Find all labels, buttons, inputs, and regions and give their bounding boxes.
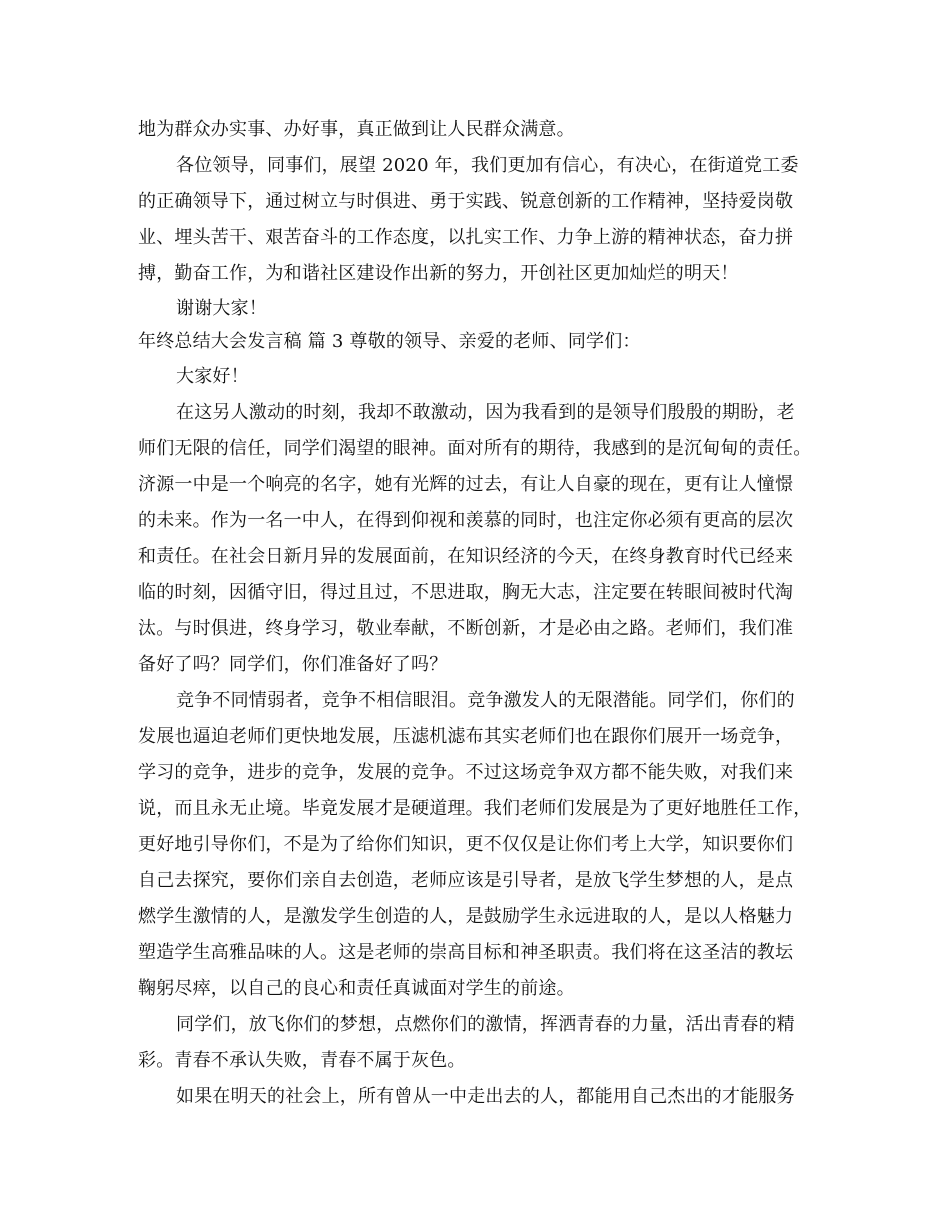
text-line: 的正确领导下，通过树立与时俱进、勇于实践、锐意创新的工作精神，坚持爱岗敬 — [138, 191, 794, 212]
text-line: 济源一中是一个响亮的名字，她有光辉的过去，有让人自豪的现在，更有让人憧憬 — [138, 474, 794, 495]
text-line: 同学们，放飞你们的梦想，点燃你们的激情，挥洒青春的力量，活出青春的精 — [176, 1014, 795, 1035]
text-line: 彩。青春不承认失败，青春不属于灰色。 — [138, 1050, 466, 1071]
text-line: 业、埋头苦干、艰苦奋斗的工作态度，以扎实工作、力争上游的精神状态，奋力拼 — [138, 227, 794, 248]
text-line: 师们无限的信任，同学们渴望的眼神。面对所有的期待，我感到的是沉甸甸的责任。 — [138, 438, 812, 459]
text-line: 各位领导，同事们，展望 2020 年，我们更加有信心，有决心，在街道党工委 — [176, 155, 799, 176]
text-line: 临的时刻，因循守旧，得过且过，不思进取，胸无大志，注定要在转眼间被时代淘 — [138, 582, 794, 603]
text-line: 汰。与时俱进，终身学习，敬业奉献，不断创新，才是必由之路。老师们，我们准 — [138, 618, 794, 639]
text-line: 搏，勤奋工作，为和谐社区建设作出新的努力，开创社区更加灿烂的明天！ — [138, 263, 739, 284]
text-line: 如果在明天的社会上，所有曾从一中走出去的人，都能用自己杰出的才能服务 — [176, 1086, 795, 1107]
text-line: 学习的竞争，进步的竞争，发展的竞争。不过这场竞争双方都不能失败，对我们来 — [138, 762, 794, 783]
text-line: 发展也逼迫老师们更快地发展，压滤机滤布其实老师们也在跟你们展开一场竞争， — [138, 726, 794, 747]
text-line: 更好地引导你们，不是为了给你们知识，更不仅仅是让你们考上大学，知识要你们 — [138, 834, 794, 855]
text-line: 地为群众办实事、办好事，真正做到让人民群众满意。 — [138, 119, 575, 140]
text-line: 备好了吗？同学们，你们准备好了吗？ — [138, 654, 448, 675]
text-line: 在这另人激动的时刻，我却不敢激动，因为我看到的是领导们殷殷的期盼，老 — [176, 402, 795, 423]
text-line: 塑造学生高雅品味的人。这是老师的崇高目标和神圣职责。我们将在这圣洁的教坛 — [138, 942, 794, 963]
text-line: 自己去探究，要你们亲自去创造，老师应该是引导者，是放飞学生梦想的人，是点 — [138, 870, 794, 891]
text-line: 竞争不同情弱者，竞争不相信眼泪。竞争激发人的无限潜能。同学们，你们的 — [176, 690, 795, 711]
text-line: 燃学生激情的人，是激发学生创造的人，是鼓励学生永远进取的人，是以人格魅力 — [138, 906, 794, 927]
text-line: 谢谢大家！ — [176, 298, 267, 319]
text-line: 的未来。作为一名一中人，在得到仰视和羡慕的同时，也注定你必须有更高的层次 — [138, 510, 794, 531]
section-heading: 年终总结大会发言稿 篇 3 尊敬的领导、亲爱的老师、同学们： — [138, 331, 641, 352]
text-line: 鞠躬尽瘁，以自己的良心和责任真诚面对学生的前途。 — [138, 978, 575, 999]
text-line: 和责任。在社会日新月异的发展面前，在知识经济的今天，在终身教育时代已经来 — [138, 546, 794, 567]
text-line: 说，而且永无止境。毕竟发展才是硬道理。我们老师们发展是为了更好地胜任工作， — [138, 798, 812, 819]
text-line: 大家好！ — [176, 366, 249, 387]
